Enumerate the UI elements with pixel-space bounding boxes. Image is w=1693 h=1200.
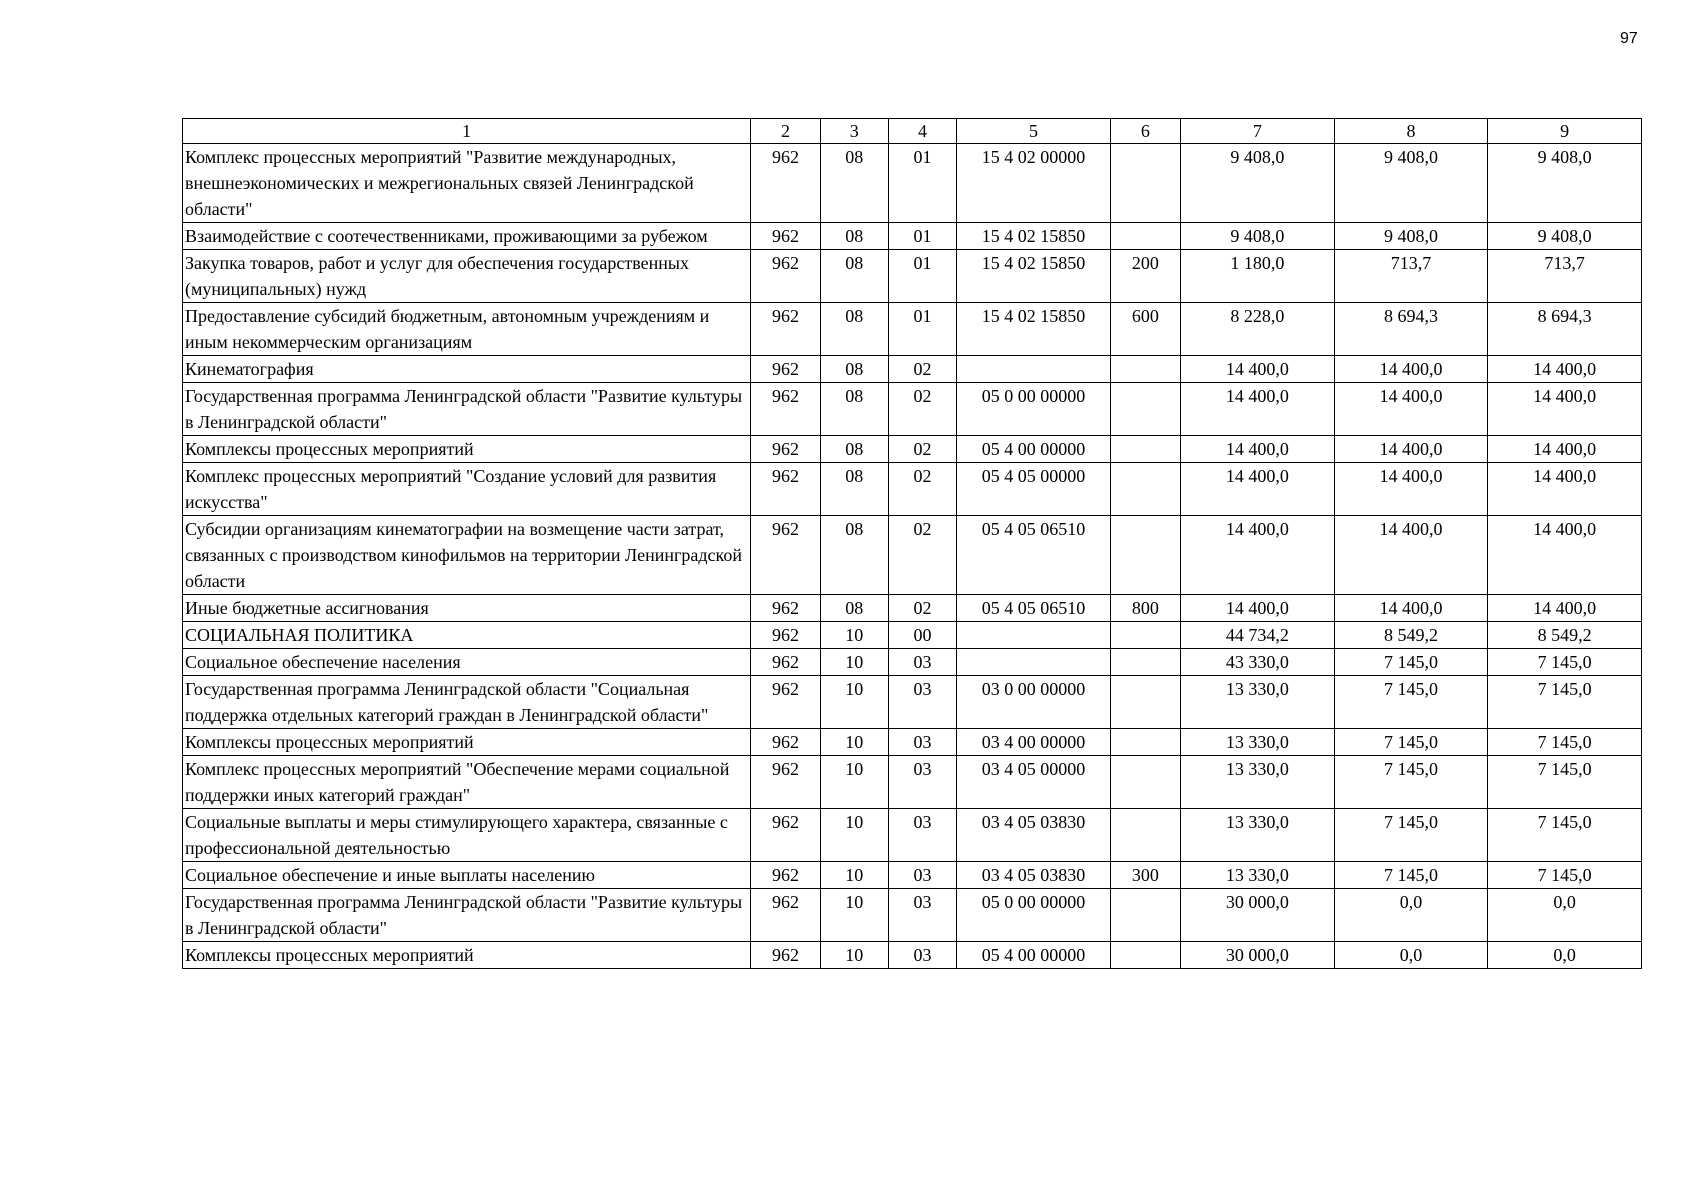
cell-sum-year-2: 14 400,0 (1334, 463, 1488, 516)
cell-target-article: 15 4 02 15850 (957, 223, 1111, 250)
cell-sum-year-2: 713,7 (1334, 250, 1488, 303)
cell-subsection: 00 (888, 622, 956, 649)
cell-grbs: 962 (751, 729, 820, 756)
cell-sum-year-2: 9 408,0 (1334, 144, 1488, 223)
cell-name: Предоставление субсидий бюджетным, автономным учреждениям и иным некоммерческим организациям (183, 303, 751, 356)
cell-grbs: 962 (751, 356, 820, 383)
cell-grbs: 962 (751, 676, 820, 729)
cell-sum-year-3: 14 400,0 (1488, 356, 1642, 383)
cell-expense-type (1110, 516, 1180, 595)
cell-section: 10 (820, 622, 888, 649)
cell-sum-year-3: 0,0 (1488, 942, 1642, 969)
cell-sum-year-2: 8 694,3 (1334, 303, 1488, 356)
cell-subsection: 03 (888, 889, 956, 942)
cell-expense-type: 200 (1110, 250, 1180, 303)
table-row (183, 516, 1642, 595)
cell-section: 08 (820, 356, 888, 383)
cell-target-article: 15 4 02 15850 (957, 250, 1111, 303)
cell-sum-year-2: 8 549,2 (1334, 622, 1488, 649)
cell-subsection: 01 (888, 144, 956, 223)
table-row (183, 383, 1642, 436)
cell-expense-type (1110, 436, 1180, 463)
cell-sum-year-3: 8 694,3 (1488, 303, 1642, 356)
cell-grbs: 962 (751, 649, 820, 676)
cell-subsection: 01 (888, 223, 956, 250)
cell-sum-year-1: 30 000,0 (1181, 942, 1335, 969)
cell-name: Иные бюджетные ассигнования (183, 595, 751, 622)
table-row (183, 622, 1642, 649)
cell-sum-year-1: 13 330,0 (1181, 729, 1335, 756)
table-row (183, 862, 1642, 889)
cell-section: 10 (820, 942, 888, 969)
table-row (183, 889, 1642, 942)
cell-subsection: 02 (888, 436, 956, 463)
cell-expense-type (1110, 383, 1180, 436)
cell-expense-type (1110, 622, 1180, 649)
cell-name: Социальное обеспечение и иные выплаты населению (183, 862, 751, 889)
cell-name: Комплексы процессных мероприятий (183, 436, 751, 463)
cell-target-article: 05 4 00 00000 (957, 942, 1111, 969)
cell-name: Социальное обеспечение населения (183, 649, 751, 676)
cell-subsection: 02 (888, 595, 956, 622)
cell-sum-year-2: 14 400,0 (1334, 595, 1488, 622)
cell-subsection: 03 (888, 729, 956, 756)
cell-name: Комплекс процессных мероприятий "Создание условий для развития искусства" (183, 463, 751, 516)
cell-target-article: 03 4 05 03830 (957, 809, 1111, 862)
cell-expense-type (1110, 144, 1180, 223)
cell-subsection: 03 (888, 809, 956, 862)
cell-target-article: 03 4 05 03830 (957, 862, 1111, 889)
cell-sum-year-1: 14 400,0 (1181, 436, 1335, 463)
cell-sum-year-3: 7 145,0 (1488, 649, 1642, 676)
cell-sum-year-3: 9 408,0 (1488, 144, 1642, 223)
table-row (183, 463, 1642, 516)
cell-grbs: 962 (751, 595, 820, 622)
table-row (183, 144, 1642, 223)
cell-name: Комплекс процессных мероприятий "Развитие международных, внешнеэкономических и межрегиональных связей Ленинградской области" (183, 144, 751, 223)
cell-subsection: 03 (888, 942, 956, 969)
cell-section: 10 (820, 889, 888, 942)
header-cell-7: 7 (1181, 119, 1335, 144)
cell-target-article: 03 4 00 00000 (957, 729, 1111, 756)
cell-sum-year-1: 9 408,0 (1181, 223, 1335, 250)
cell-expense-type (1110, 356, 1180, 383)
cell-sum-year-2: 7 145,0 (1334, 862, 1488, 889)
cell-name: Социальные выплаты и меры стимулирующего характера, связанные с профессиональной деятельностью (183, 809, 751, 862)
cell-sum-year-2: 7 145,0 (1334, 809, 1488, 862)
cell-sum-year-3: 14 400,0 (1488, 383, 1642, 436)
cell-grbs: 962 (751, 223, 820, 250)
budget-table (182, 118, 1642, 969)
cell-target-article: 15 4 02 15850 (957, 303, 1111, 356)
page-number: 97 (1620, 30, 1638, 47)
cell-grbs: 962 (751, 383, 820, 436)
cell-target-article: 03 0 00 00000 (957, 676, 1111, 729)
cell-sum-year-2: 14 400,0 (1334, 516, 1488, 595)
cell-sum-year-1: 14 400,0 (1181, 356, 1335, 383)
cell-sum-year-3: 7 145,0 (1488, 809, 1642, 862)
cell-section: 08 (820, 463, 888, 516)
cell-name: Комплексы процессных мероприятий (183, 942, 751, 969)
table-row (183, 756, 1642, 809)
table-row (183, 649, 1642, 676)
cell-sum-year-2: 7 145,0 (1334, 729, 1488, 756)
cell-sum-year-1: 14 400,0 (1181, 595, 1335, 622)
cell-grbs: 962 (751, 144, 820, 223)
cell-grbs: 962 (751, 889, 820, 942)
cell-target-article: 05 0 00 00000 (957, 383, 1111, 436)
table-row (183, 676, 1642, 729)
cell-expense-type (1110, 756, 1180, 809)
cell-sum-year-3: 0,0 (1488, 889, 1642, 942)
cell-sum-year-3: 7 145,0 (1488, 756, 1642, 809)
cell-sum-year-3: 7 145,0 (1488, 676, 1642, 729)
cell-section: 08 (820, 223, 888, 250)
cell-sum-year-2: 0,0 (1334, 889, 1488, 942)
cell-target-article: 05 0 00 00000 (957, 889, 1111, 942)
header-cell-5: 5 (957, 119, 1111, 144)
header-cell-8: 8 (1334, 119, 1488, 144)
cell-sum-year-1: 30 000,0 (1181, 889, 1335, 942)
cell-section: 08 (820, 516, 888, 595)
cell-sum-year-2: 7 145,0 (1334, 649, 1488, 676)
cell-name: Комплекс процессных мероприятий "Обеспечение мерами социальной поддержки иных категорий граждан" (183, 756, 751, 809)
cell-subsection: 02 (888, 383, 956, 436)
table-row (183, 436, 1642, 463)
cell-sum-year-3: 14 400,0 (1488, 463, 1642, 516)
cell-sum-year-3: 14 400,0 (1488, 436, 1642, 463)
cell-name: Кинематография (183, 356, 751, 383)
cell-expense-type: 300 (1110, 862, 1180, 889)
cell-target-article (957, 622, 1111, 649)
cell-section: 08 (820, 250, 888, 303)
cell-grbs: 962 (751, 516, 820, 595)
cell-grbs: 962 (751, 862, 820, 889)
cell-target-article: 05 4 05 06510 (957, 516, 1111, 595)
header-cell-2: 2 (751, 119, 820, 144)
cell-grbs: 962 (751, 809, 820, 862)
cell-section: 08 (820, 595, 888, 622)
table-row (183, 223, 1642, 250)
cell-sum-year-1: 14 400,0 (1181, 516, 1335, 595)
cell-sum-year-1: 13 330,0 (1181, 809, 1335, 862)
table-row (183, 303, 1642, 356)
cell-sum-year-1: 44 734,2 (1181, 622, 1335, 649)
cell-section: 10 (820, 809, 888, 862)
cell-target-article: 05 4 05 00000 (957, 463, 1111, 516)
cell-grbs: 962 (751, 622, 820, 649)
cell-subsection: 02 (888, 463, 956, 516)
cell-sum-year-1: 14 400,0 (1181, 463, 1335, 516)
cell-subsection: 02 (888, 356, 956, 383)
header-cell-6: 6 (1110, 119, 1180, 144)
cell-expense-type (1110, 463, 1180, 516)
cell-name: Субсидии организациям кинематографии на возмещение части затрат, связанных с производством кинофильмов на территории Ленинградской области (183, 516, 751, 595)
cell-section: 08 (820, 383, 888, 436)
cell-section: 08 (820, 303, 888, 356)
cell-expense-type (1110, 676, 1180, 729)
cell-expense-type (1110, 942, 1180, 969)
cell-sum-year-3: 7 145,0 (1488, 729, 1642, 756)
cell-target-article: 15 4 02 00000 (957, 144, 1111, 223)
cell-name: СОЦИАЛЬНАЯ ПОЛИТИКА (183, 622, 751, 649)
cell-sum-year-2: 0,0 (1334, 942, 1488, 969)
cell-grbs: 962 (751, 303, 820, 356)
cell-section: 10 (820, 756, 888, 809)
cell-expense-type (1110, 809, 1180, 862)
cell-target-article (957, 649, 1111, 676)
header-cell-1: 1 (183, 119, 751, 144)
cell-section: 08 (820, 144, 888, 223)
cell-name: Закупка товаров, работ и услуг для обеспечения государственных (муниципальных) нужд (183, 250, 751, 303)
cell-subsection: 03 (888, 676, 956, 729)
cell-target-article: 03 4 05 00000 (957, 756, 1111, 809)
cell-grbs: 962 (751, 436, 820, 463)
cell-grbs: 962 (751, 756, 820, 809)
cell-subsection: 02 (888, 516, 956, 595)
cell-section: 10 (820, 676, 888, 729)
cell-sum-year-3: 14 400,0 (1488, 516, 1642, 595)
cell-expense-type (1110, 729, 1180, 756)
cell-sum-year-1: 9 408,0 (1181, 144, 1335, 223)
cell-section: 10 (820, 649, 888, 676)
cell-target-article (957, 356, 1111, 383)
cell-target-article: 05 4 00 00000 (957, 436, 1111, 463)
cell-name: Взаимодействие с соотечественниками, проживающими за рубежом (183, 223, 751, 250)
cell-expense-type (1110, 223, 1180, 250)
cell-sum-year-3: 14 400,0 (1488, 595, 1642, 622)
cell-sum-year-1: 13 330,0 (1181, 862, 1335, 889)
cell-sum-year-1: 13 330,0 (1181, 756, 1335, 809)
cell-name: Государственная программа Ленинградской области "Социальная поддержка отдельных категорий граждан в Ленинградской области" (183, 676, 751, 729)
header-cell-9: 9 (1488, 119, 1642, 144)
cell-grbs: 962 (751, 942, 820, 969)
cell-expense-type: 600 (1110, 303, 1180, 356)
cell-sum-year-2: 7 145,0 (1334, 676, 1488, 729)
cell-section: 10 (820, 862, 888, 889)
cell-name: Комплексы процессных мероприятий (183, 729, 751, 756)
cell-sum-year-3: 8 549,2 (1488, 622, 1642, 649)
cell-target-article: 05 4 05 06510 (957, 595, 1111, 622)
table-row (183, 729, 1642, 756)
cell-name: Государственная программа Ленинградской области "Развитие культуры в Ленинградской области" (183, 383, 751, 436)
table-row (183, 250, 1642, 303)
cell-sum-year-2: 14 400,0 (1334, 436, 1488, 463)
cell-section: 10 (820, 729, 888, 756)
cell-sum-year-2: 7 145,0 (1334, 756, 1488, 809)
table-row (183, 356, 1642, 383)
cell-sum-year-1: 13 330,0 (1181, 676, 1335, 729)
cell-sum-year-2: 9 408,0 (1334, 223, 1488, 250)
cell-sum-year-1: 8 228,0 (1181, 303, 1335, 356)
cell-sum-year-3: 713,7 (1488, 250, 1642, 303)
cell-sum-year-1: 43 330,0 (1181, 649, 1335, 676)
cell-subsection: 03 (888, 756, 956, 809)
cell-subsection: 03 (888, 649, 956, 676)
cell-sum-year-3: 9 408,0 (1488, 223, 1642, 250)
cell-expense-type: 800 (1110, 595, 1180, 622)
cell-sum-year-3: 7 145,0 (1488, 862, 1642, 889)
header-cell-4: 4 (888, 119, 956, 144)
cell-section: 08 (820, 436, 888, 463)
cell-sum-year-1: 14 400,0 (1181, 383, 1335, 436)
cell-grbs: 962 (751, 250, 820, 303)
cell-subsection: 01 (888, 250, 956, 303)
cell-sum-year-2: 14 400,0 (1334, 356, 1488, 383)
cell-name: Государственная программа Ленинградской области "Развитие культуры в Ленинградской области" (183, 889, 751, 942)
cell-sum-year-1: 1 180,0 (1181, 250, 1335, 303)
cell-sum-year-2: 14 400,0 (1334, 383, 1488, 436)
cell-grbs: 962 (751, 463, 820, 516)
table-row (183, 595, 1642, 622)
cell-expense-type (1110, 649, 1180, 676)
table-header-row (183, 119, 1642, 144)
cell-subsection: 01 (888, 303, 956, 356)
cell-subsection: 03 (888, 862, 956, 889)
cell-expense-type (1110, 889, 1180, 942)
header-cell-3: 3 (820, 119, 888, 144)
table-row (183, 809, 1642, 862)
table-row (183, 942, 1642, 969)
